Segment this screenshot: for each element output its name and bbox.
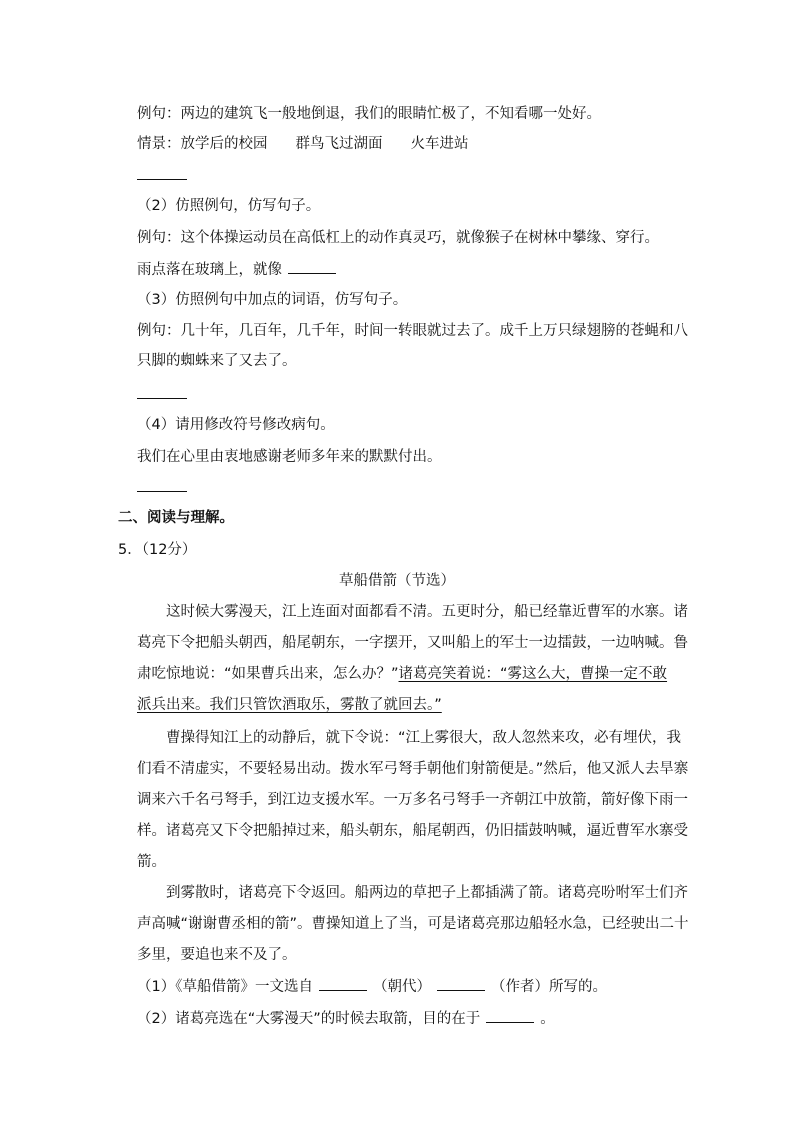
q2-prompt: 雨点落在玻璃上，就像 bbox=[137, 262, 282, 278]
sub-question-1-text-a: （1）《草船借箭》一文选自 bbox=[137, 979, 313, 995]
q4-label: （4）请用修改符号修改病句。 bbox=[137, 417, 335, 433]
passage-p1-line4: 派兵出来。我们只管饮酒取乐，雾散了就回去。” bbox=[137, 697, 442, 713]
q3-example-line1: 例句：几十年，几百年，几千年，时间一转眼就过去了。成千上万只绿翅膀的苍蝇和八 bbox=[137, 323, 688, 339]
answer-blank-4[interactable] bbox=[137, 491, 187, 492]
passage-p1-line3-plain: 肃吃惊地说：“如果曹兵出来，怎么办？” bbox=[137, 666, 399, 682]
answer-blank-2[interactable] bbox=[288, 259, 336, 274]
scene-options bbox=[137, 134, 469, 154]
passage-p3-line2: 声高喊“谢谢曹丞相的箭”。曹操知道上了当，可是诸葛亮那边船轻水急，已经驶出二十 bbox=[137, 916, 689, 932]
sub-question-2-text: （2）诸葛亮选在“大雾漫天”的时候去取箭，目的在于 bbox=[137, 1011, 481, 1027]
example-sentence-1: 例句：两边的建筑飞一般地倒退，我们的眼睛忙极了，不知看哪一处好。 bbox=[137, 106, 601, 122]
q3-label: （3）仿照例句中加点的词语，仿写句子。 bbox=[137, 292, 408, 308]
answer-blank-author[interactable] bbox=[437, 976, 485, 991]
passage-p2-line1: 曹操得知江上的动静后，就下令说：“江上雾很大，敌人忽然来攻，必有埋伏，我 bbox=[166, 730, 682, 746]
scene-3: 火车进站 bbox=[410, 136, 469, 152]
scene-1: 情景：放学后的校园 bbox=[137, 136, 268, 152]
section-heading: 二、阅读与理解。 bbox=[118, 510, 234, 526]
passage-p3-line1: 到雾散时，诸葛亮下令返回。船两边的草把子上都插满了箭。诸葛亮吩咐军士们齐 bbox=[166, 885, 688, 901]
sub-question-1-text-c: （作者）所写的。 bbox=[490, 979, 607, 995]
answer-blank-dynasty[interactable] bbox=[319, 976, 367, 991]
q3-example-line2: 只脚的蜘蛛来了又去了。 bbox=[137, 353, 297, 369]
question-number: 5．（12分） bbox=[118, 542, 197, 558]
q2-example: 例句：这个体操运动员在高低杠上的动作真灵巧，就像猴子在树林中攀缘、穿行。 bbox=[137, 230, 659, 246]
passage-p2-line3: 调来六千名弓弩手，到江边支援水军。一万多名弓弩手一齐朝江中放箭，箭好像下雨一 bbox=[137, 792, 688, 808]
passage-p3-line3: 多里，要追也来不及了。 bbox=[137, 947, 297, 963]
q2-prompt-line bbox=[137, 259, 342, 280]
passage-p1-line2: 葛亮下令把船头朝西，船尾朝东，一字摆开，又叫船上的军士一边擂鼓，一边呐喊。鲁 bbox=[137, 635, 688, 651]
passage-p1-line1: 这时候大雾漫天，江上连面对面都看不清。五更时分，船已经靠近曹军的水寨。诸 bbox=[166, 604, 688, 620]
sub-question-1-text-b: （朝代） bbox=[372, 979, 431, 995]
answer-blank-purpose[interactable] bbox=[486, 1008, 534, 1023]
answer-blank-3[interactable] bbox=[137, 398, 187, 399]
passage-p2-line4: 样。诸葛亮又下令把船掉过来，船头朝东，船尾朝西，仍旧擂鼓呐喊，逼近曹军水寨受 bbox=[137, 823, 688, 839]
sub-question-1 bbox=[137, 976, 607, 997]
passage-p1-line3-underlined: 诸葛亮笑着说：“雾这么大，曹操一定不敢 bbox=[398, 666, 668, 682]
q2-label: （2）仿照例句，仿写句子。 bbox=[137, 198, 321, 214]
passage-title: 草船借箭（节选） bbox=[339, 573, 455, 589]
q4-sentence: 我们在心里由衷地感谢老师多年来的默默付出。 bbox=[137, 449, 442, 465]
answer-blank-1[interactable] bbox=[137, 179, 187, 180]
passage-p2-line2: 们看不清虚实，不要轻易出动。拨水军弓弩手朝他们射箭便是。”然后，他又派人去旱寨 bbox=[137, 761, 689, 777]
sub-question-2-end: 。 bbox=[540, 1011, 555, 1027]
passage-p1-line3 bbox=[137, 664, 667, 684]
passage-p2-line5: 箭。 bbox=[137, 854, 166, 870]
scene-2: 群鸟飞过湖面 bbox=[295, 136, 383, 152]
sub-question-2 bbox=[137, 1008, 555, 1029]
